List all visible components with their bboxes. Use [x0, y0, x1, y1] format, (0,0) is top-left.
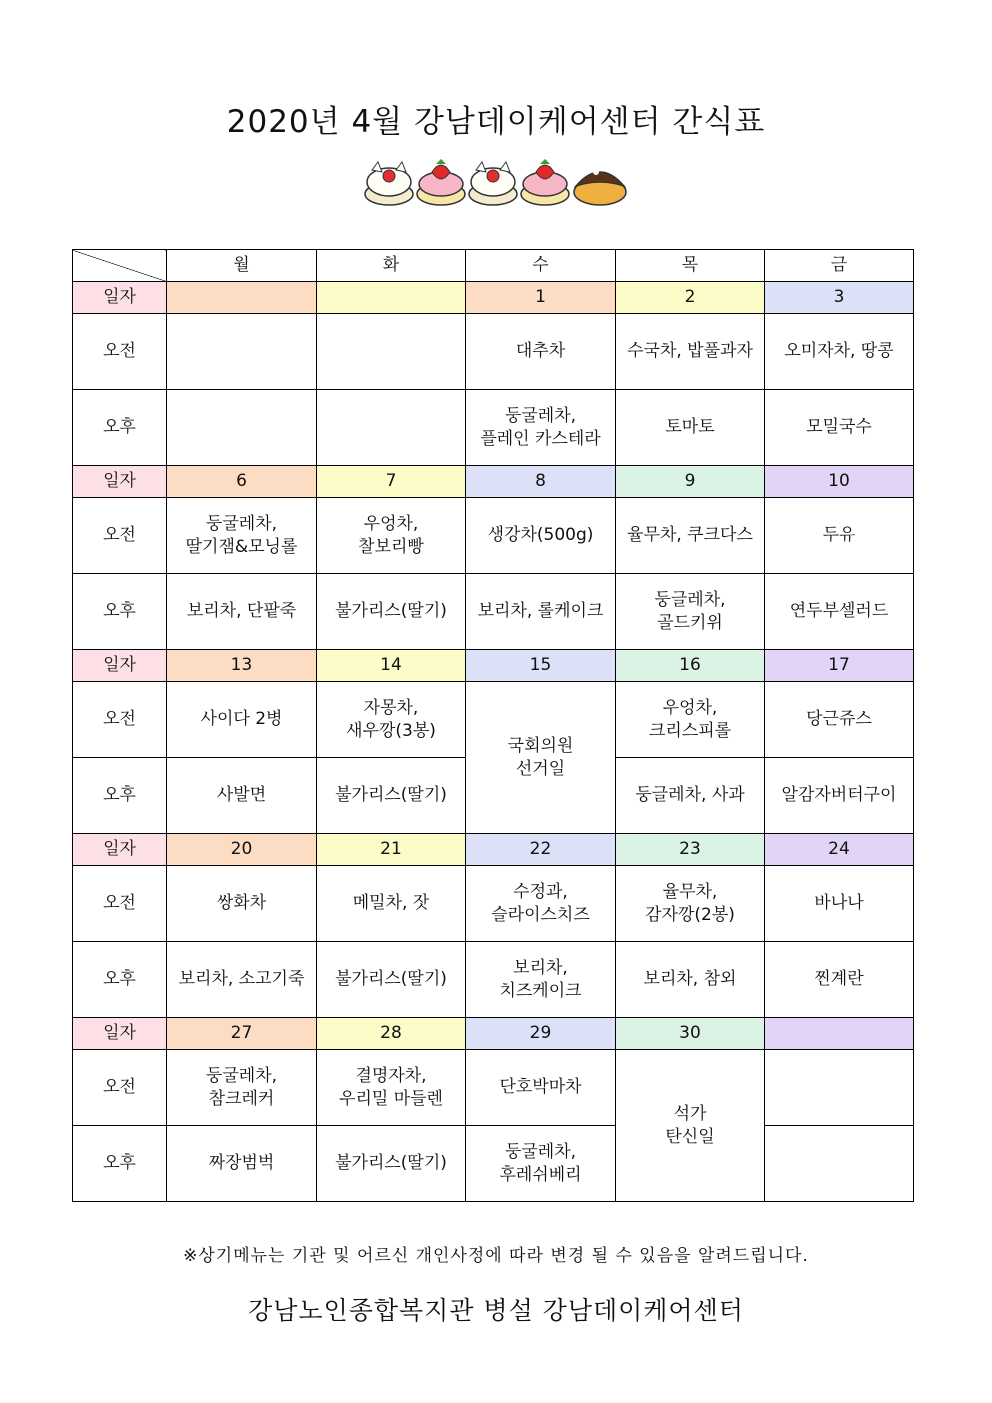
date-cell: 3 — [765, 282, 914, 314]
menu-cell: 불가리스(딸기) — [317, 758, 466, 834]
date-cell: 6 — [167, 466, 317, 498]
menu-cell: 결명자차, 우리밀 마들렌 — [317, 1050, 466, 1126]
menu-cell: 자몽차, 새우깡(3봉) — [317, 682, 466, 758]
day-header-thu: 목 — [616, 250, 765, 282]
day-header-mon: 월 — [167, 250, 317, 282]
strawberry-cake-icon — [521, 159, 569, 205]
menu-cell: 우엉차, 크리스피롤 — [616, 682, 765, 758]
am-label: 오전 — [73, 866, 167, 942]
pm-label: 오후 — [73, 574, 167, 650]
menu-cell: 율무차, 감자깡(2봉) — [616, 866, 765, 942]
menu-cell: 보리차, 단팥죽 — [167, 574, 317, 650]
day-header-tue: 화 — [317, 250, 466, 282]
date-cell — [317, 282, 466, 314]
cake-decoration — [362, 156, 632, 208]
cream-cake-icon — [365, 162, 413, 205]
date-cell: 28 — [317, 1018, 466, 1050]
pm-snack-row — [73, 390, 914, 466]
date-cell: 29 — [466, 1018, 616, 1050]
menu-cell: 수정과, 슬라이스치즈 — [466, 866, 616, 942]
menu-cell: 생강차(500g) — [466, 498, 616, 574]
date-cell: 30 — [616, 1018, 765, 1050]
pm-snack-row — [73, 574, 914, 650]
menu-cell: 둥굴레차, 플레인 카스테라 — [466, 390, 616, 466]
menu-cell: 단호박마차 — [466, 1050, 616, 1126]
date-cell: 14 — [317, 650, 466, 682]
strawberry-cake-icon — [417, 159, 465, 205]
pm-label: 오후 — [73, 758, 167, 834]
date-cell — [765, 1018, 914, 1050]
menu-cell: 불가리스(딸기) — [317, 942, 466, 1018]
menu-cell: 보리차, 치즈케이크 — [466, 942, 616, 1018]
menu-cell — [765, 1126, 914, 1202]
menu-cell: 두유 — [765, 498, 914, 574]
menu-cell: 대추차 — [466, 314, 616, 390]
pm-label: 오후 — [73, 1126, 167, 1202]
date-cell: 15 — [466, 650, 616, 682]
date-cell: 7 — [317, 466, 466, 498]
pm-snack-row — [73, 1126, 914, 1202]
menu-cell: 둥글레차, 골드키위 — [616, 574, 765, 650]
pm-label: 오후 — [73, 942, 167, 1018]
am-label: 오전 — [73, 498, 167, 574]
menu-cell — [167, 390, 317, 466]
menu-cell: 보리차, 참외 — [616, 942, 765, 1018]
am-snack-row — [73, 682, 914, 758]
menu-cell — [167, 314, 317, 390]
am-snack-row — [73, 498, 914, 574]
page-title: 2020년 4월 강남데이케어센터 간식표 — [226, 104, 766, 140]
snack-menu-table — [72, 249, 914, 1202]
menu-cell: 짜장범벅 — [167, 1126, 317, 1202]
menu-cell: 메밀차, 잣 — [317, 866, 466, 942]
date-label: 일자 — [73, 282, 167, 314]
date-row — [73, 1018, 914, 1050]
corner-cell — [73, 250, 167, 282]
menu-cell: 둥굴레차, 후레쉬베리 — [466, 1126, 616, 1202]
date-cell: 17 — [765, 650, 914, 682]
chocolate-cake-icon — [574, 169, 626, 205]
menu-cell: 둥굴레차, 딸기잼&모닝롤 — [167, 498, 317, 574]
am-snack-row — [73, 314, 914, 390]
pm-snack-row — [73, 942, 914, 1018]
date-label: 일자 — [73, 650, 167, 682]
day-header-wed: 수 — [466, 250, 616, 282]
date-cell: 9 — [616, 466, 765, 498]
am-label: 오전 — [73, 1050, 167, 1126]
am-snack-row — [73, 866, 914, 942]
date-cell: 23 — [616, 834, 765, 866]
menu-cell — [317, 314, 466, 390]
date-row — [73, 834, 914, 866]
menu-cell: 쌍화차 — [167, 866, 317, 942]
date-cell: 16 — [616, 650, 765, 682]
cream-cake-icon — [469, 162, 517, 205]
menu-cell: 오미자차, 땅콩 — [765, 314, 914, 390]
menu-cell: 당근쥬스 — [765, 682, 914, 758]
menu-cell: 수국차, 밥풀과자 — [616, 314, 765, 390]
date-cell: 1 — [466, 282, 616, 314]
menu-cell: 연두부셀러드 — [765, 574, 914, 650]
date-cell: 20 — [167, 834, 317, 866]
menu-change-notice: ※상기메뉴는 기관 및 어르신 개인사정에 따라 변경 될 수 있음을 알려드립니다. — [183, 1246, 809, 1266]
menu-cell: 모밀국수 — [765, 390, 914, 466]
date-cell: 13 — [167, 650, 317, 682]
date-row — [73, 650, 914, 682]
organization-name: 강남노인종합복지관 병설 강남데이케어센터 — [248, 1296, 744, 1325]
date-cell: 21 — [317, 834, 466, 866]
menu-cell: 보리차, 롤케이크 — [466, 574, 616, 650]
menu-cell: 율무차, 쿠크다스 — [616, 498, 765, 574]
date-cell: 22 — [466, 834, 616, 866]
menu-cell: 사발면 — [167, 758, 317, 834]
date-cell — [167, 282, 317, 314]
weekday-header-row — [73, 250, 914, 282]
menu-cell: 바나나 — [765, 866, 914, 942]
am-snack-row — [73, 1050, 914, 1126]
date-cell: 2 — [616, 282, 765, 314]
pm-label: 오후 — [73, 390, 167, 466]
menu-cell: 불가리스(딸기) — [317, 574, 466, 650]
menu-cell: 보리차, 소고기죽 — [167, 942, 317, 1018]
menu-cell: 사이다 2병 — [167, 682, 317, 758]
menu-cell: 불가리스(딸기) — [317, 1126, 466, 1202]
menu-cell: 우엉차, 찰보리빵 — [317, 498, 466, 574]
date-cell: 24 — [765, 834, 914, 866]
am-label: 오전 — [73, 682, 167, 758]
date-label: 일자 — [73, 834, 167, 866]
menu-cell — [765, 1050, 914, 1126]
menu-cell: 둥굴레차, 참크레커 — [167, 1050, 317, 1126]
menu-cell: 토마토 — [616, 390, 765, 466]
menu-cell: 둥글레차, 사과 — [616, 758, 765, 834]
menu-cell: 찐계란 — [765, 942, 914, 1018]
day-header-fri: 금 — [765, 250, 914, 282]
date-cell: 10 — [765, 466, 914, 498]
menu-cell: 알감자버터구이 — [765, 758, 914, 834]
date-row — [73, 466, 914, 498]
holiday-cell: 국회의원 선거일 — [466, 682, 616, 834]
am-label: 오전 — [73, 314, 167, 390]
menu-cell — [317, 390, 466, 466]
date-label: 일자 — [73, 1018, 167, 1050]
holiday-cell: 석가 탄신일 — [616, 1050, 765, 1202]
date-cell: 8 — [466, 466, 616, 498]
date-cell: 27 — [167, 1018, 317, 1050]
date-label: 일자 — [73, 466, 167, 498]
date-row — [73, 282, 914, 314]
